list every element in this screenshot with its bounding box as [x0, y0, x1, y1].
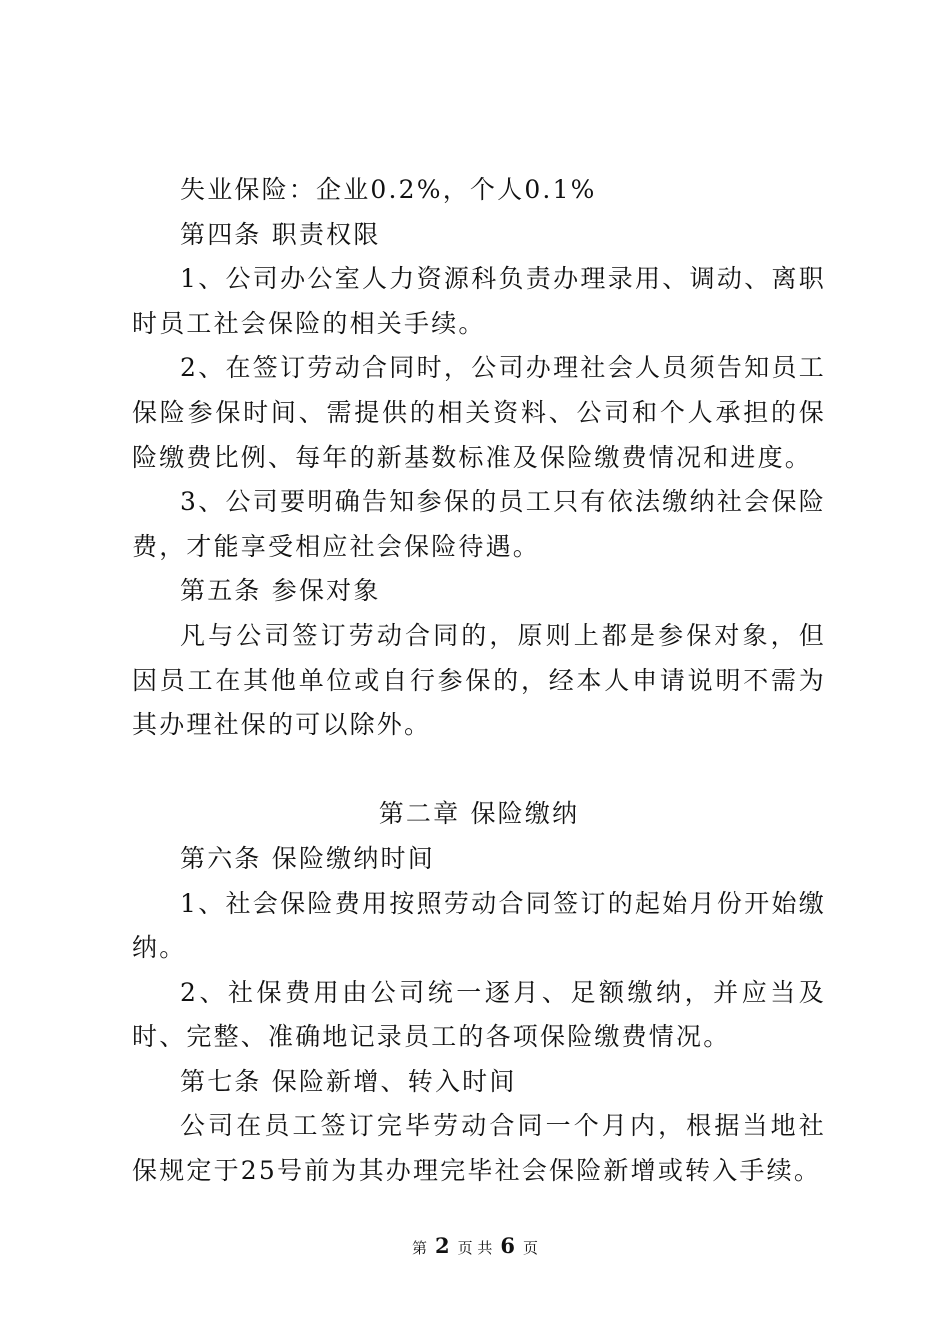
article-6-heading: 第六条 保险缴纳时间: [180, 843, 435, 873]
paragraph-duty-2: 2、在签订劳动合同时，公司办理社会人员须告知员工保险参保时间、需提供的相关资料、公司和个人承担的保险缴费比例、每年的新基数标准及保险缴费情况和进度。: [132, 353, 826, 472]
footer-prefix: 第: [411, 1239, 427, 1257]
paragraph-unemployment-insurance: 失业保险：企业0.2%，个人0.1%: [180, 175, 597, 204]
footer-suffix: 页: [523, 1239, 539, 1257]
paragraph-enrollment: 公司在员工签订完毕劳动合同一个月内，根据当地社保规定于25号前为其办理完毕社会保险新增或转入手续。: [132, 1111, 826, 1186]
paragraph-insured-scope: 凡与公司签订劳动合同的，原则上都是参保对象，但因员工在其他单位或自行参保的，经本人申请说明不需为其办理社保的可以除外。: [132, 620, 826, 740]
article-4-heading: 第四条 职责权限: [180, 219, 381, 249]
paragraph-duty-3: 3、公司要明确告知参保的员工只有依法缴纳社会保险费，才能享受相应社会保险待遇。: [132, 487, 826, 561]
article-5-heading: 第五条 参保对象: [180, 576, 381, 606]
article-7-heading: 第七条 保险新增、转入时间: [180, 1066, 517, 1096]
paragraph-payment-1: 1、社会保险费用按照劳动合同签订的起始月份开始缴纳。: [132, 888, 826, 963]
page-footer: [0, 1233, 950, 1261]
chapter-heading: 第二章 保险缴纳: [378, 799, 580, 829]
paragraph-payment-2: 2、社保费用由公司统一逐月、足额缴纳，并应当及时、完整、准确地记录员工的各项保险缴费情况。: [132, 977, 826, 1052]
blank-line: [132, 748, 826, 793]
paragraph-duty-1: 1、公司办公室人力资源科负责办理录用、调动、离职时员工社会保险的相关手续。: [132, 264, 826, 338]
footer-middle: 页 共: [457, 1239, 493, 1257]
footer-total-pages: 6: [500, 1233, 516, 1258]
footer-current-page: 2: [434, 1233, 450, 1258]
document-body: [132, 168, 826, 1194]
